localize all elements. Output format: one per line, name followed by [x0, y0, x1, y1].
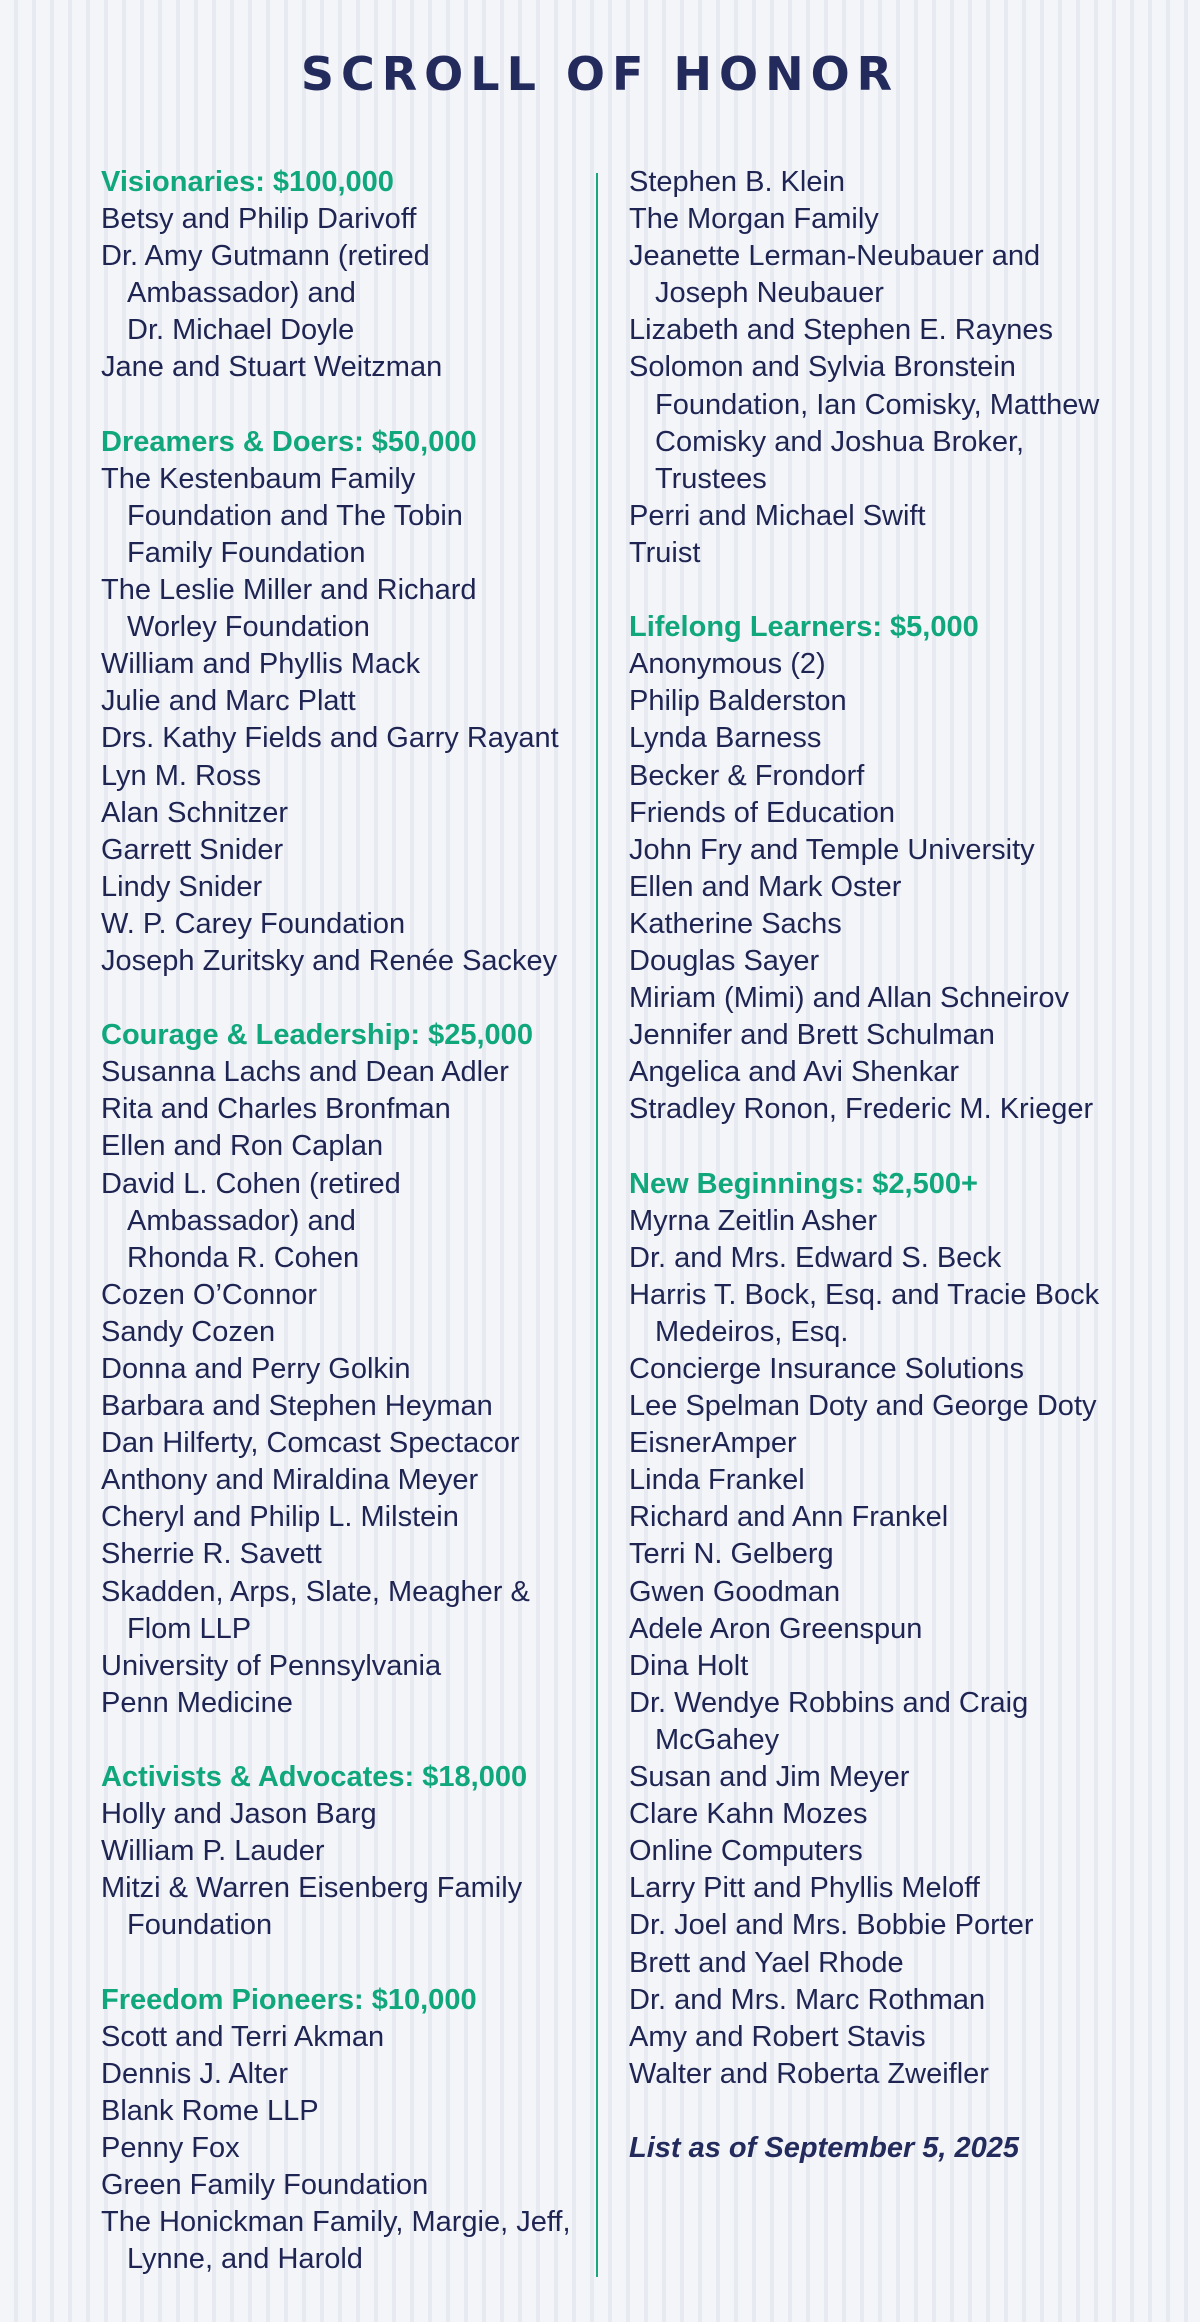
donor-entry: Jennifer and Brett Schulman: [629, 1019, 995, 1052]
donor-entry: Anthony and Miraldina Meyer: [101, 1464, 479, 1497]
donor-entry: Sandy Cozen: [101, 1315, 276, 1348]
tier-heading: Lifelong Learners: $5,000: [629, 611, 979, 644]
donor-entry: Julie and Marc Platt: [101, 685, 356, 718]
donor-entry: Lizabeth and Stephen E. Raynes: [629, 314, 1054, 347]
donor-entry: Walter and Roberta Zweifler: [629, 2057, 989, 2090]
donor-entry: Mitzi & Warren Eisenberg Family Foundation: [101, 1872, 523, 1942]
donor-entry: William P. Lauder: [101, 1835, 325, 1868]
donor-entry: University of Pennsylvania: [101, 1649, 442, 1682]
donor-entry: Solomon and Sylvia Bronstein Foundation, Ian Comisky, Matthew Comisky and Joshua Broker, Trustees: [629, 351, 1100, 495]
donor-entry: William and Phyllis Mack: [101, 648, 421, 681]
donor-entry: Dan Hilferty, Comcast Spectacor: [101, 1427, 520, 1460]
donor-entry: Sherrie R. Savett: [101, 1538, 322, 1571]
donor-entry: Douglas Sayer: [629, 944, 820, 977]
donor-entry: Lindy Snider: [101, 870, 263, 903]
donor-entry: Truist: [629, 536, 701, 569]
donor-entry: Skadden, Arps, Slate, Meagher & Flom LLP: [101, 1575, 530, 1645]
donor-entry: Dennis J. Alter: [101, 2057, 288, 2090]
donor-tier-visionaries: [101, 164, 591, 387]
donor-entry: Amy and Robert Stavis: [629, 2020, 926, 2053]
donor-entry: Adele Aron Greenspun: [629, 1612, 923, 1645]
column-divider: [596, 173, 598, 2277]
donor-entry: Barbara and Stephen Heyman: [101, 1390, 493, 1423]
donor-entry: Katherine Sachs: [629, 907, 842, 940]
tier-heading: Dreamers & Doers: $50,000: [101, 425, 477, 458]
donor-entry: Donna and Perry Golkin: [101, 1353, 411, 1385]
donor-entry: Clare Kahn Mozes: [629, 1798, 868, 1831]
tier-heading: Freedom Pioneers: $10,000: [101, 1983, 477, 2016]
donor-entry: Dr. Amy Gutmann (retired Ambassador) and Dr. Michael Doyle: [101, 240, 430, 347]
donor-entry: Alan Schnitzer: [101, 796, 288, 829]
donor-entry: Susanna Lachs and Dean Adler: [101, 1056, 509, 1089]
donor-entry: Angelica and Avi Shenkar: [629, 1056, 959, 1089]
donor-entry: Ellen and Ron Caplan: [101, 1130, 384, 1163]
donor-entry: Dina Holt: [629, 1649, 749, 1682]
donor-entry: Betsy and Philip Darivoff: [101, 203, 417, 236]
donor-entry: Drs. Kathy Fields and Garry Rayant: [101, 722, 559, 755]
page-title: SCROLL OF HONOR: [300, 47, 900, 101]
donor-tier-lifelong-learners: [629, 609, 1169, 1128]
donor-entry: Garrett Snider: [101, 833, 284, 866]
donor-entry: Lee Spelman Doty and George Doty: [629, 1390, 1097, 1423]
donor-entry: John Fry and Temple University: [629, 833, 1035, 866]
donor-tier-new-beginnings: [629, 1166, 1169, 2093]
donor-entry: Rita and Charles Bronfman: [101, 1093, 451, 1126]
donor-tier-dreamers-doers: [101, 424, 591, 980]
donor-entry: Harris T. Bock, Esq. and Tracie Bock Medeiros, Esq.: [629, 1278, 1100, 1348]
donor-entry: Holly and Jason Barg: [101, 1798, 377, 1831]
donor-entry: David L. Cohen (retired Ambassador) and Rhonda R. Cohen: [101, 1167, 401, 1274]
donor-entry: Becker & Frondorf: [629, 759, 865, 792]
donor-entry: Scott and Terri Akman: [101, 2020, 385, 2053]
donor-entry: W. P. Carey Foundation: [101, 907, 406, 940]
donor-entry: Brett and Yael Rhode: [629, 1946, 904, 1979]
donor-entry: The Kestenbaum Family Foundation and The Tobin Family Foundation: [101, 462, 463, 569]
donor-entry: Linda Frankel: [629, 1464, 805, 1497]
donor-entry: Miriam (Mimi) and Allan Schneirov: [629, 982, 1069, 1015]
donor-entry: Dr. and Mrs. Edward S. Beck: [629, 1241, 1002, 1274]
donor-entry: Ellen and Mark Oster: [629, 870, 902, 903]
donor-tier-activists-advocates: [101, 1759, 591, 1944]
donor-entry: Lyn M. Ross: [101, 759, 262, 792]
right-column: [629, 164, 1169, 2167]
donor-tier-courage-leadership: [101, 1017, 591, 1722]
donor-entry: Friends of Education: [629, 796, 895, 829]
donor-entry: The Leslie Miller and Richard Worley Foundation: [101, 574, 477, 644]
donor-entry: Richard and Ann Frankel: [629, 1501, 949, 1534]
donor-entry: The Honickman Family, Margie, Jeff, Lynne, and Harold: [101, 2206, 571, 2276]
donor-entry: Stephen B. Klein: [629, 166, 846, 198]
donor-entry: Perri and Michael Swift: [629, 499, 926, 532]
donor-tier-freedom-pioneers: [101, 1982, 591, 2279]
donor-entry: Green Family Foundation: [101, 2169, 429, 2202]
donor-entry: Myrna Zeitlin Asher: [629, 1204, 878, 1237]
donor-entry: Dr. and Mrs. Marc Rothman: [629, 1983, 986, 2016]
donor-entry: EisnerAmper: [629, 1427, 797, 1460]
donor-entry: Stradley Ronon, Frederic M. Krieger: [629, 1093, 1094, 1126]
donor-entry: Blank Rome LLP: [101, 2094, 319, 2127]
list-date-note: List as of September 5, 2025: [629, 2131, 1020, 2164]
tier-heading: Courage & Leadership: $25,000: [101, 1019, 533, 1052]
donor-entry: Anonymous (2): [629, 648, 826, 681]
donor-entry: Penny Fox: [101, 2131, 240, 2164]
donor-entry: Cozen O’Connor: [101, 1278, 317, 1311]
donor-entry: Lynda Barness: [629, 722, 822, 755]
donor-entry: Dr. Wendye Robbins and Craig McGahey: [629, 1686, 1029, 1756]
donor-entry: Penn Medicine: [101, 1686, 293, 1719]
donor-tier-continued: [629, 164, 1169, 572]
donor-entry: Cheryl and Philip L. Milstein: [101, 1501, 459, 1534]
donor-entry: Gwen Goodman: [629, 1575, 841, 1608]
donor-entry: Terri N. Gelberg: [629, 1538, 834, 1571]
donor-entry: Online Computers: [629, 1835, 863, 1868]
donor-entry: Jane and Stuart Weitzman: [101, 351, 443, 384]
donor-entry: Concierge Insurance Solutions: [629, 1353, 1024, 1385]
donor-entry: Philip Balderston: [629, 685, 847, 718]
tier-heading: Visionaries: $100,000: [101, 166, 394, 198]
tier-heading: Activists & Advocates: $18,000: [101, 1761, 528, 1794]
donor-entry: Dr. Joel and Mrs. Bobbie Porter: [629, 1909, 1034, 1942]
donor-entry: Larry Pitt and Phyllis Meloff: [629, 1872, 980, 1905]
donor-entry: The Morgan Family: [629, 203, 879, 236]
donor-entry: Susan and Jim Meyer: [629, 1761, 910, 1794]
left-column: [101, 164, 591, 2315]
donor-entry: Jeanette Lerman-Neubauer and Joseph Neubauer: [629, 240, 1041, 310]
tier-heading: New Beginnings: $2,500+: [629, 1167, 978, 1200]
donor-entry: Joseph Zuritsky and Renée Sackey: [101, 944, 558, 977]
